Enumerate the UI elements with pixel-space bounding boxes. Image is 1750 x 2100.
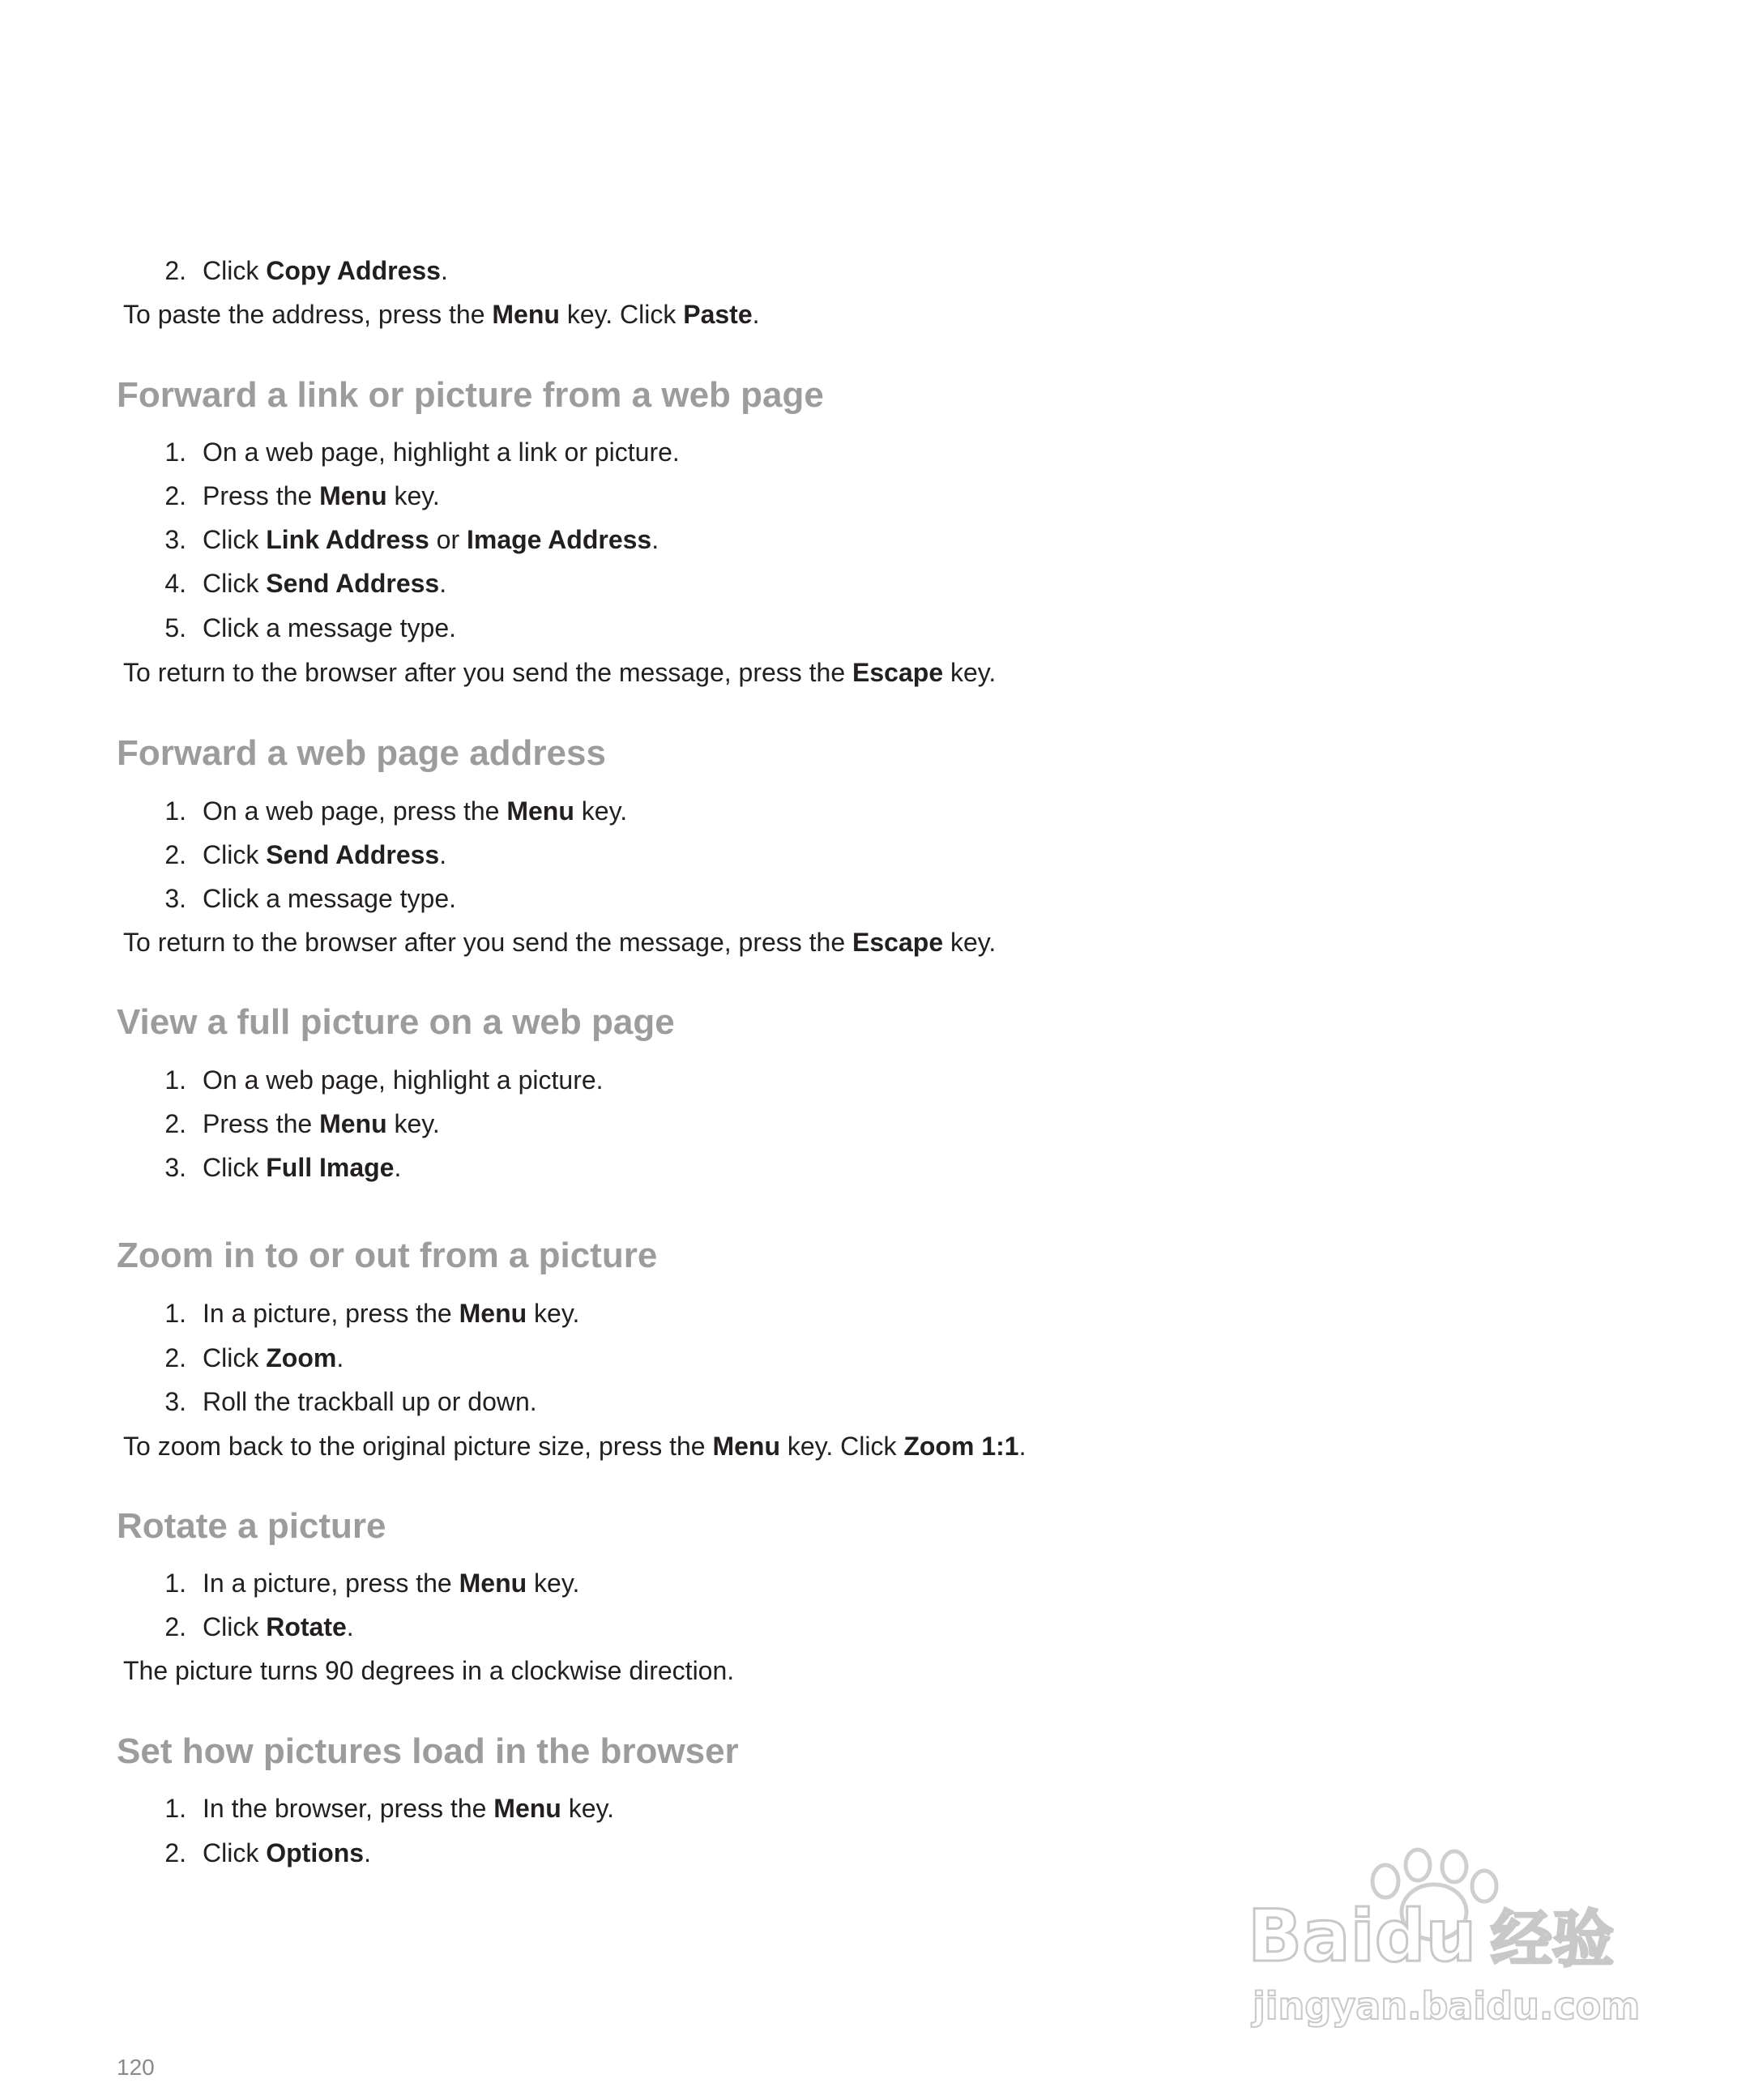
note-text: To return to the browser after you send the message, press the Escape key. bbox=[123, 658, 997, 687]
step-text: Click Link Address or Image Address. bbox=[203, 525, 659, 554]
step-text: Click a message type. bbox=[203, 884, 457, 913]
section-heading: Rotate a picture bbox=[117, 1506, 386, 1546]
step-number: 1. bbox=[164, 1065, 186, 1095]
step-number: 1. bbox=[164, 1794, 186, 1823]
section-heading: Forward a link or picture from a web page bbox=[117, 375, 824, 415]
step-number: 2. bbox=[164, 1109, 186, 1138]
step-text: Click Zoom. bbox=[203, 1343, 344, 1372]
note-text: The picture turns 90 degrees in a clockwise direction. bbox=[123, 1656, 735, 1685]
step-number: 1. bbox=[164, 438, 186, 467]
step-text: On a web page, press the Menu key. bbox=[203, 796, 628, 826]
step-number: 2. bbox=[164, 840, 186, 869]
step-text: Click Send Address. bbox=[203, 569, 447, 598]
step-text: On a web page, highlight a picture. bbox=[203, 1065, 604, 1095]
step-text: In a picture, press the Menu key. bbox=[203, 1569, 580, 1598]
step-text: On a web page, highlight a link or picture. bbox=[203, 438, 680, 467]
section-heading: Set how pictures load in the browser bbox=[117, 1731, 739, 1771]
step-number: 2. bbox=[164, 481, 186, 510]
note-text: To return to the browser after you send the message, press the Escape key. bbox=[123, 928, 997, 957]
step-text: Click Options. bbox=[203, 1838, 371, 1867]
step-text: Press the Menu key. bbox=[203, 1109, 440, 1138]
step-text: Click Rotate. bbox=[203, 1612, 354, 1641]
step-number: 5. bbox=[164, 613, 186, 642]
page-number: 120 bbox=[117, 2055, 155, 2080]
step-number: 3. bbox=[164, 525, 186, 554]
step-number: 3. bbox=[164, 884, 186, 913]
step-number: 2. bbox=[164, 1343, 186, 1372]
step-text: In the browser, press the Menu key. bbox=[203, 1794, 615, 1823]
step-text: Click Copy Address. bbox=[203, 256, 448, 285]
note-text: To zoom back to the original picture size, press the Menu key. Click Zoom 1:1. bbox=[123, 1432, 1027, 1461]
section-heading: Forward a web page address bbox=[117, 733, 606, 773]
step-text: Roll the trackball up or down. bbox=[203, 1387, 537, 1416]
step-number: 1. bbox=[164, 1299, 186, 1328]
step-text: In a picture, press the Menu key. bbox=[203, 1299, 580, 1328]
step-number: 4. bbox=[164, 569, 186, 598]
step-number: 1. bbox=[164, 796, 186, 826]
step-text: Click Send Address. bbox=[203, 840, 447, 869]
step-text: Click Full Image. bbox=[203, 1153, 402, 1182]
step-number: 2. bbox=[164, 256, 186, 285]
section-heading: View a full picture on a web page bbox=[117, 1002, 675, 1042]
step-text: Click a message type. bbox=[203, 613, 457, 642]
section-heading: Zoom in to or out from a picture bbox=[117, 1236, 658, 1275]
watermark-url: jingyan.baidu.com bbox=[1253, 1984, 1641, 2028]
note-text: To paste the address, press the Menu key. Click Paste. bbox=[123, 300, 760, 329]
step-number: 3. bbox=[164, 1387, 186, 1416]
baidu-watermark bbox=[1248, 1847, 1669, 2042]
watermark-suffix: 经验 bbox=[1491, 1903, 1614, 1975]
step-text: Press the Menu key. bbox=[203, 481, 440, 510]
watermark-brand: Baidu bbox=[1248, 1894, 1477, 1978]
step-number: 1. bbox=[164, 1569, 186, 1598]
step-number: 2. bbox=[164, 1612, 186, 1641]
step-number: 3. bbox=[164, 1153, 186, 1182]
step-number: 2. bbox=[164, 1838, 186, 1867]
